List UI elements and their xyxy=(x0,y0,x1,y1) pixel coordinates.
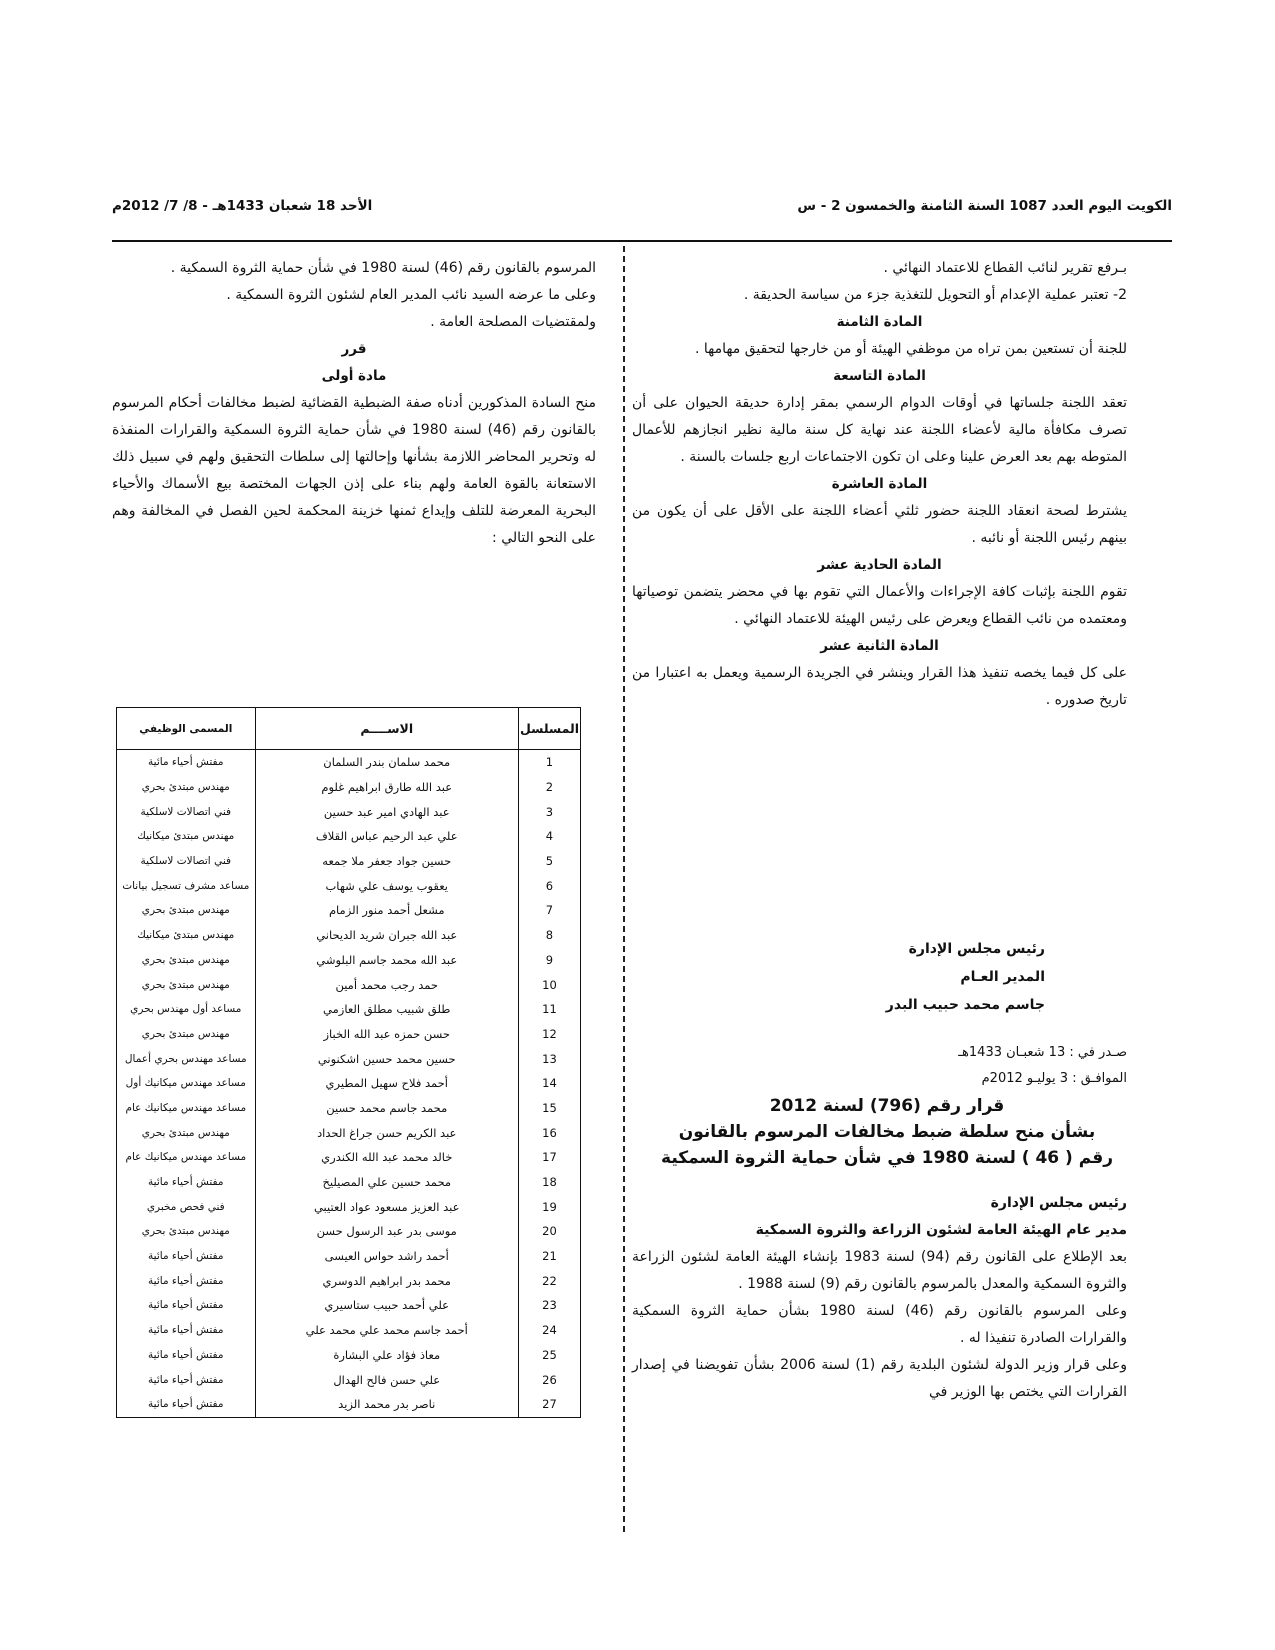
name-cell: عبد الهادي امير عبد حسين xyxy=(255,799,518,824)
serial-cell: 23 xyxy=(518,1293,580,1318)
table-row xyxy=(117,849,581,874)
paragraph: وعلى ما عرضه السيد نائب المدير العام لشئون الثروة السمكية . xyxy=(226,287,596,303)
serial-cell: 9 xyxy=(518,948,580,973)
serial-cell: 16 xyxy=(518,1120,580,1145)
job-title-cell: مهندس مبتدئ بحري xyxy=(117,1022,256,1047)
table-row xyxy=(117,1170,581,1195)
paragraph: وعلى المرسوم بالقانون رقم (46) لسنة 1980 بشأن حماية الثروة السمكية والقرارات الصادرة تنفيذا له . xyxy=(632,1303,1127,1346)
job-title-cell: مهندس مبتدئ بحري xyxy=(117,898,256,923)
job-title-cell: مهندس مبتدئ ميكانيك xyxy=(117,923,256,948)
name-cell: معاذ فؤاد علي البشارة xyxy=(255,1343,518,1368)
job-title-cell: مهندس مبتدئ بحري xyxy=(117,1219,256,1244)
table-row xyxy=(117,1293,581,1318)
header-issue-info: الكويت اليوم العدد 1087 السنة الثامنة والخمسون 2 - س xyxy=(797,198,1172,214)
name-cell: عبد الله جبران شريد الديحاني xyxy=(255,923,518,948)
paragraph: على كل فيما يخصه تنفيذ هذا القرار وينشر في الجريدة الرسمية ويعمل به اعتبارا من تاريخ صدوره . xyxy=(632,665,1127,708)
decided-heading: قرر xyxy=(341,341,367,357)
paragraph: ولمقتضيات المصلحة العامة . xyxy=(430,314,596,330)
serial-cell: 6 xyxy=(518,873,580,898)
table-row xyxy=(117,1194,581,1219)
issue-date-block xyxy=(827,1040,1127,1092)
serial-cell: 10 xyxy=(518,972,580,997)
table-row xyxy=(117,1268,581,1293)
name-cell: حسن حمزه عبد الله الخباز xyxy=(255,1022,518,1047)
serial-cell: 1 xyxy=(518,750,580,775)
job-title-cell: مفتش أحياء مائية xyxy=(117,1343,256,1368)
table-row xyxy=(117,948,581,973)
job-title-cell: فني اتصالات لاسلكية xyxy=(117,799,256,824)
table-row xyxy=(117,1071,581,1096)
table-row xyxy=(117,775,581,800)
table-row xyxy=(117,1046,581,1071)
serial-cell: 4 xyxy=(518,824,580,849)
serial-cell: 11 xyxy=(518,997,580,1022)
serial-cell: 13 xyxy=(518,1046,580,1071)
job-title-cell: مفتش أحياء مائية xyxy=(117,750,256,775)
job-title-cell: مهندس مبتدئ بحري xyxy=(117,972,256,997)
table-row xyxy=(117,1145,581,1170)
signature-title: رئيس مجلس الإدارة xyxy=(908,941,1045,957)
name-cell: حمد رجب محمد أمين xyxy=(255,972,518,997)
serial-cell: 15 xyxy=(518,1096,580,1121)
job-title-cell: مفتش أحياء مائية xyxy=(117,1367,256,1392)
table-row xyxy=(117,898,581,923)
job-title-cell: فني فحص مخبري xyxy=(117,1194,256,1219)
serial-cell: 26 xyxy=(518,1367,580,1392)
table-row xyxy=(117,923,581,948)
issued-gregorian: الموافـق : 3 يوليـو 2012م xyxy=(981,1071,1127,1086)
signature-name: جاسم محمد حبيب البدر xyxy=(885,997,1045,1013)
paragraph: بعد الإطلاع على القانون رقم (94) لسنة 1983 بإنشاء الهيئة العامة لشئون الزراعة والثروة السمكية والمعدل بالمرسوم بالقانون رقم (9) لسنة 1988 . xyxy=(632,1249,1127,1292)
column-header-job-title: المسمى الوظيفي xyxy=(117,708,256,750)
page-header xyxy=(112,196,1172,224)
serial-cell: 27 xyxy=(518,1392,580,1417)
job-title-cell: مهندس مبتدئ بحري xyxy=(117,1120,256,1145)
serial-cell: 17 xyxy=(518,1145,580,1170)
left-column xyxy=(112,255,596,552)
decision-subject: بشأن منح سلطة ضبط مخالفات المرسوم بالقانون xyxy=(678,1122,1096,1142)
name-cell: علي أحمد حبيب ستاسيري xyxy=(255,1293,518,1318)
header-rule xyxy=(112,240,1172,242)
preamble-subtitle: مدير عام الهيئة العامة لشئون الزراعة والثروة السمكية xyxy=(755,1222,1127,1238)
name-cell: ناصر بدر محمد الزيد xyxy=(255,1392,518,1417)
name-cell: محمد حسين علي المصيليخ xyxy=(255,1170,518,1195)
job-title-cell: مفتش أحياء مائية xyxy=(117,1392,256,1417)
column-divider xyxy=(623,246,625,1536)
article-heading: المادة العاشرة xyxy=(831,476,928,492)
name-cell: عبد العزيز مسعود عواد العتيبي xyxy=(255,1194,518,1219)
table-row xyxy=(117,1120,581,1145)
signature-block xyxy=(775,935,1045,1019)
serial-cell: 19 xyxy=(518,1194,580,1219)
paragraph: يشترط لصحة انعقاد اللجنة حضور ثلثي أعضاء اللجنة على الأقل على أن يكون من بينهم رئيس اللجنة أو نائبه . xyxy=(632,503,1127,546)
serial-cell: 3 xyxy=(518,799,580,824)
signature-role: المدير العـام xyxy=(960,969,1045,985)
job-title-cell: مفتش أحياء مائية xyxy=(117,1170,256,1195)
article-heading: المادة الثامنة xyxy=(836,314,923,330)
job-title-cell: مفتش أحياء مائية xyxy=(117,1268,256,1293)
column-header-name: الاســــم xyxy=(255,708,518,750)
article-heading: مادة أولى xyxy=(321,368,387,384)
name-cell: حسين جواد جعفر ملا جمعه xyxy=(255,849,518,874)
table-header-row xyxy=(117,708,581,750)
paragraph: تقوم اللجنة بإثبات كافة الإجراءات والأعمال التي تقوم بها في محضر يتضمن توصياتها ومعتمده من نائب القطاع ويعرض على رئيس الهيئة للاعتماد النهائي . xyxy=(632,584,1127,627)
preamble-title: رئيس مجلس الإدارة xyxy=(990,1195,1127,1211)
name-cell: عبد الله محمد جاسم البلوشي xyxy=(255,948,518,973)
name-cell: محمد بدر ابراهيم الدوسري xyxy=(255,1268,518,1293)
job-title-cell: مساعد أول مهندس بحري xyxy=(117,997,256,1022)
issued-hijri: صـدر في : 13 شعبـان 1433هـ xyxy=(958,1045,1127,1060)
name-cell: علي حسن فالح الهدال xyxy=(255,1367,518,1392)
table-row xyxy=(117,1022,581,1047)
serial-cell: 5 xyxy=(518,849,580,874)
paragraph: تعقد اللجنة جلساتها في أوقات الدوام الرسمي بمقر إدارة حديقة الحيوان على أن تصرف مكافأة مالية لأعضاء اللجنة عند نهاية كل سنة مالية نظير انجازهم للأعمال المتوطه بهم بعد العرض علينا وعلى ان تكون الاجتماعات اربع جلسات بالسنة . xyxy=(632,395,1127,465)
serial-cell: 22 xyxy=(518,1268,580,1293)
name-cell: أحمد فلاح سهيل المطيري xyxy=(255,1071,518,1096)
name-cell: يعقوب يوسف علي شهاب xyxy=(255,873,518,898)
name-cell: مشعل أحمد منور الزمام xyxy=(255,898,518,923)
name-cell: حسين محمد حسين اشكنوني xyxy=(255,1046,518,1071)
name-cell: أحمد جاسم محمد علي محمد علي xyxy=(255,1318,518,1343)
article-heading: المادة الثانية عشر xyxy=(820,638,939,654)
serial-cell: 8 xyxy=(518,923,580,948)
serial-cell: 21 xyxy=(518,1244,580,1269)
serial-cell: 24 xyxy=(518,1318,580,1343)
decision-number: قرار رقم (796) لسنة 2012 xyxy=(769,1096,1005,1116)
name-cell: علي عبد الرحيم عباس القلاف xyxy=(255,824,518,849)
serial-cell: 12 xyxy=(518,1022,580,1047)
name-cell: طلق شبيب مطلق العازمي xyxy=(255,997,518,1022)
column-header-serial: المسلسل xyxy=(518,708,580,750)
table-row xyxy=(117,972,581,997)
job-title-cell: مهندس مبتدئ بحري xyxy=(117,775,256,800)
table-row xyxy=(117,799,581,824)
paragraph: بـرفع تقرير لنائب القطاع للاعتماد النهائي . xyxy=(883,260,1127,276)
paragraph: وعلى قرار وزير الدولة لشئون البلدية رقم (1) لسنة 2006 بشأن تفويضنا في إصدار القرارات التي يختص بها الوزير في xyxy=(632,1357,1127,1400)
decision-subject-cont: رقم ( 46 ) لسنة 1980 في شأن حماية الثروة السمكية xyxy=(661,1148,1113,1168)
job-title-cell: مهندس مبتدئ ميكانيك xyxy=(117,824,256,849)
job-title-cell: مساعد مشرف تسجيل بيانات xyxy=(117,873,256,898)
table-body xyxy=(117,750,581,1418)
right-column xyxy=(632,255,1127,714)
header-date: الأحد 18 شعبان 1433هـ - 8/ 7/ 2012م xyxy=(112,198,373,214)
serial-cell: 2 xyxy=(518,775,580,800)
name-cell: عبد الكريم حسن جراغ الحداد xyxy=(255,1120,518,1145)
table-row xyxy=(117,1318,581,1343)
table-row xyxy=(117,873,581,898)
table-row xyxy=(117,1367,581,1392)
serial-cell: 18 xyxy=(518,1170,580,1195)
table-row xyxy=(117,824,581,849)
officers-table xyxy=(116,707,581,1418)
table-row xyxy=(117,1244,581,1269)
paragraph: المرسوم بالقانون رقم (46) لسنة 1980 في شأن حماية الثروة السمكية . xyxy=(170,260,596,276)
table-row xyxy=(117,750,581,775)
table-row xyxy=(117,1219,581,1244)
serial-cell: 14 xyxy=(518,1071,580,1096)
serial-cell: 20 xyxy=(518,1219,580,1244)
serial-cell: 7 xyxy=(518,898,580,923)
job-title-cell: مفتش أحياء مائية xyxy=(117,1318,256,1343)
job-title-cell: مساعد مهندس بحري أعمال xyxy=(117,1046,256,1071)
table-row xyxy=(117,1343,581,1368)
name-cell: خالد محمد عبد الله الكندري xyxy=(255,1145,518,1170)
paragraph: للجنة أن تستعين بمن تراه من موظفي الهيئة أو من خارجها لتحقيق مهامها . xyxy=(694,341,1127,357)
table-row xyxy=(117,1392,581,1417)
job-title-cell: مساعد مهندس ميكانيك عام xyxy=(117,1096,256,1121)
name-cell: أحمد راشد حواس العيسى xyxy=(255,1244,518,1269)
article-heading: المادة التاسعة xyxy=(833,368,926,384)
job-title-cell: مهندس مبتدئ بحري xyxy=(117,948,256,973)
table-row xyxy=(117,1096,581,1121)
job-title-cell: مفتش أحياء مائية xyxy=(117,1293,256,1318)
job-title-cell: مفتش أحياء مائية xyxy=(117,1244,256,1269)
article-heading: المادة الحادية عشر xyxy=(817,557,942,573)
name-cell: محمد جاسم محمد حسين xyxy=(255,1096,518,1121)
paragraph: 2- تعتبر عملية الإعدام أو التحويل للتغذية جزء من سياسة الحديقة . xyxy=(743,287,1127,303)
job-title-cell: مساعد مهندس ميكانيك عام xyxy=(117,1145,256,1170)
paragraph: منح السادة المذكورين أدناه صفة الضبطية القضائية لضبط مخالفات أحكام المرسوم بالقانون رقم (46) لسنة 1980 في شأن حماية الثروة السمكية والقرارات المنفذة له وتحرير المحاضر اللازمة بشأنها وإحالتها إلى سلطات التحقيق ولهم في سبيل ذلك الاستعانة بالقوة العامة ولهم بناء على إذن الجهات المختصة بيع الأسماك والأحياء البحرية المعرضة للتلف وإيداع ثمنها خزينة المحكمة لحين الفصل في المخالفة وهم على النحو التالي : xyxy=(112,395,596,546)
name-cell: محمد سلمان بندر السلمان xyxy=(255,750,518,775)
name-cell: موسى بدر عبد الرسول حسن xyxy=(255,1219,518,1244)
name-cell: عبد الله طارق ابراهيم غلوم xyxy=(255,775,518,800)
decision-title xyxy=(647,1093,1127,1171)
decision-preamble xyxy=(632,1190,1127,1406)
job-title-cell: فني اتصالات لاسلكية xyxy=(117,849,256,874)
job-title-cell: مساعد مهندس ميكانيك أول xyxy=(117,1071,256,1096)
table-row xyxy=(117,997,581,1022)
serial-cell: 25 xyxy=(518,1343,580,1368)
